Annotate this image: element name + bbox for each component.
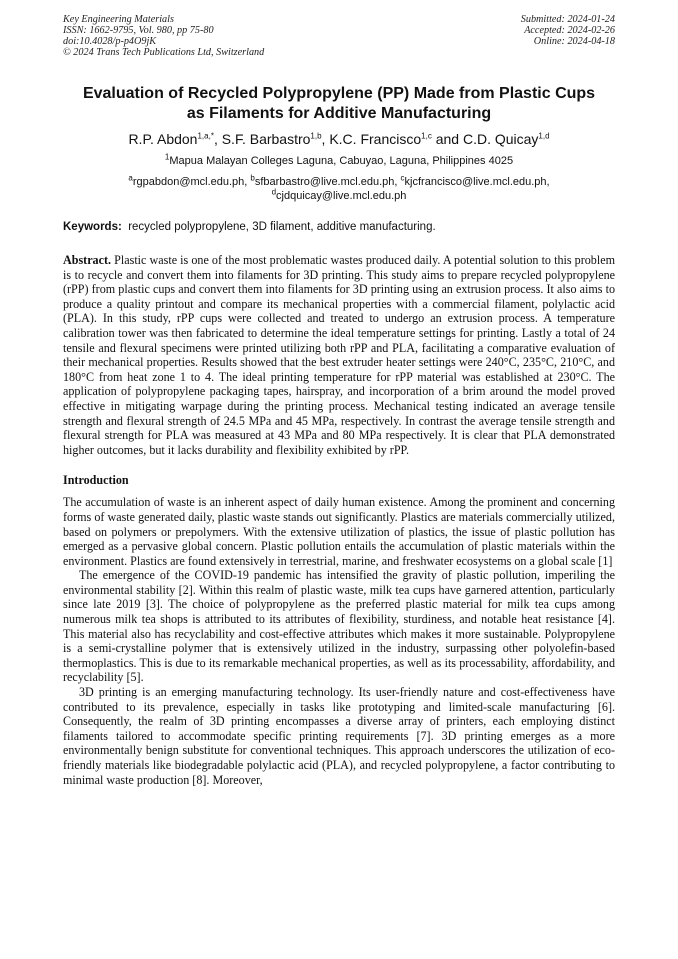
title-line-1: Evaluation of Recycled Polypropylene (PP) Made from Plastic Cups [82, 85, 596, 102]
journal-header [63, 14, 615, 58]
email-link[interactable]: rgpabdon@mcl.edu.ph, [132, 176, 251, 188]
email-line-2 [63, 189, 615, 203]
paragraph: The accumulation of waste is an inherent aspect of daily human existence. Among the prominent and concerning forms of waste generated daily, plastic waste stands out significantly. Plastics are materials commercially utilized, based on polymers or prepolymers. With the extensive utilization of plastics, the issue of plastic pollution has emerged as a pervasive global concern. Plastic pollution entails the accumulation of plastic materials within the environment. Plastics are found extensively in terrestrial, marine, and freshwater ecosystems on a global scale [1] [63, 495, 615, 568]
introduction-heading: Introduction [63, 473, 129, 488]
abstract-label: Abstract. [63, 253, 112, 267]
affiliation-superscript: 1 [164, 152, 170, 162]
author-superscript: 1,c [421, 131, 432, 141]
online-date: Online: 2024-04-18 [533, 36, 615, 47]
email-link[interactable]: kjcfrancisco@live.mcl.edu.ph, [404, 176, 550, 188]
email-superscript: a [128, 173, 133, 183]
keywords-text: recycled polypropylene, 3D filament, additive manufacturing. [128, 221, 436, 233]
email-superscript: c [400, 173, 405, 183]
email-link[interactable]: cjdquicay@live.mcl.edu.ph [276, 190, 407, 202]
introduction-body [63, 495, 615, 787]
author-separator: and [431, 131, 463, 147]
author-separator: , [321, 131, 330, 147]
author-superscript: 1,a,* [197, 131, 214, 141]
accepted-date: Accepted: 2024-02-26 [524, 25, 615, 36]
journal-info [63, 14, 264, 58]
author-name: R.P. Abdon [128, 131, 198, 147]
author-superscript: 1,b [310, 131, 322, 141]
abstract-text: Plastic waste is one of the most problematic wastes produced daily. A potential solution to this problem is to recycle and convert them into filaments for 3D printing. This study aims to prepare recycled polypropylene (rPP) from plastic cups and convert them into filaments for 3D printing using an extrusion process. It also aims to produce a quality printout and compare its mechanical properties with a commercial filament, polylactic acid (PLA). In this study, rPP cups were collected and treated to undergo an extrusion process. A temperature calibration tower was then fabricated to determine the ideal temperature settings for printing. Lastly a total of 24 tensile and flexural specimens were printed utilizing both rPP and PLA, facilitating a comparative evaluation of their mechanical properties. Results showed that the best extruder heater settings were 240°C, 235°C, 210°C, and 180°C from heat zone 1 to 4. The ideal printing temperature for rPP material was established at 230°C. The application of polypropylene packaging tapes, hairspray, and incorporation of a brim around the model proved effective in mitigating warpage during the printing process. Mechanical testing indicated an average tensile strength and flexural strength of 24.5 MPa and 45 MPa, respectively. In contrast the average tensile strength and flexural strength for PLA was measured at 43 MPa and 80 MPa respectively. It is clear that PLA demonstrated higher outcomes, but it lacks durability and flexibility exhibited by rPP. [63, 253, 615, 457]
keywords-label: Keywords: [63, 221, 122, 233]
paragraph: 3D printing is an emerging manufacturing technology. Its user-friendly nature and cost-effectiveness have contributed to its prevalence, especially in tasks like prototyping and limited-scale manufacturing [6]. Consequently, the realm of 3D printing encompasses a diverse array of printers, each employing distinct filaments tailored to accommodate specific printing requirements [7]. 3D printing emerges as a more environmentally benign substitute for conventional techniques. This approach underscores the utilization of eco-friendly materials like biodegradable polylactic acid (PLA), and recycled polypropylene, a factor contributing to minimal waste production [8]. Moreover, [63, 685, 615, 787]
affiliation [63, 154, 615, 168]
paper-title [63, 84, 615, 124]
email-superscript: b [250, 173, 255, 183]
paragraph: The emergence of the COVID-19 pandemic has intensified the gravity of plastic pollution, imperiling the environmental stability [2]. Within this realm of plastic waste, milk tea cups have garnered attention, particularly since late 2019 [3]. The choice of polypropylene as the preferred plastic material for milk tea cups among numerous milk tea shops is attributed to its attributes of flexibility, sturdiness, and notable heat resistance [4]. This material also has recyclability and cost-effective attributes which makes it more sustainable. Polypropylene is a semi-crystalline polymer that is extensively utilized in the industry, surpassing other polyolefin-based thermoplastics. This is due to its remarkable mechanical properties, as well as its processability, affordability, and recyclability [5]. [63, 568, 615, 685]
doi-line: doi:10.4028/p-p4O9jK [63, 36, 157, 47]
title-line-2: as Filaments for Additive Manufacturing [186, 105, 492, 122]
author-separator: , [213, 131, 222, 147]
email-link[interactable]: sfbarbastro@live.mcl.edu.ph, [254, 176, 401, 188]
copyright-line: © 2024 Trans Tech Publications Ltd, Switzerland [63, 47, 265, 58]
email-line-1 [63, 175, 615, 189]
abstract [63, 253, 615, 457]
keywords [63, 220, 615, 234]
author-name: K.C. Francisco [329, 131, 422, 147]
author-name: C.D. Quicay [462, 131, 539, 147]
publication-dates [521, 14, 615, 58]
author-name: S.F. Barbastro [221, 131, 311, 147]
submitted-date: Submitted: 2024-01-24 [520, 14, 615, 25]
email-superscript: d [271, 187, 277, 197]
author-list [63, 130, 615, 148]
author-superscript: 1,d [538, 131, 550, 141]
affiliation-text: Mapua Malayan Colleges Laguna, Cabuyao, Laguna, Philippines 4025 [169, 155, 514, 167]
issn-line: ISSN: 1662-9795, Vol. 980, pp 75-80 [63, 25, 214, 36]
author-emails [63, 175, 615, 203]
journal-name: Key Engineering Materials [63, 14, 174, 25]
